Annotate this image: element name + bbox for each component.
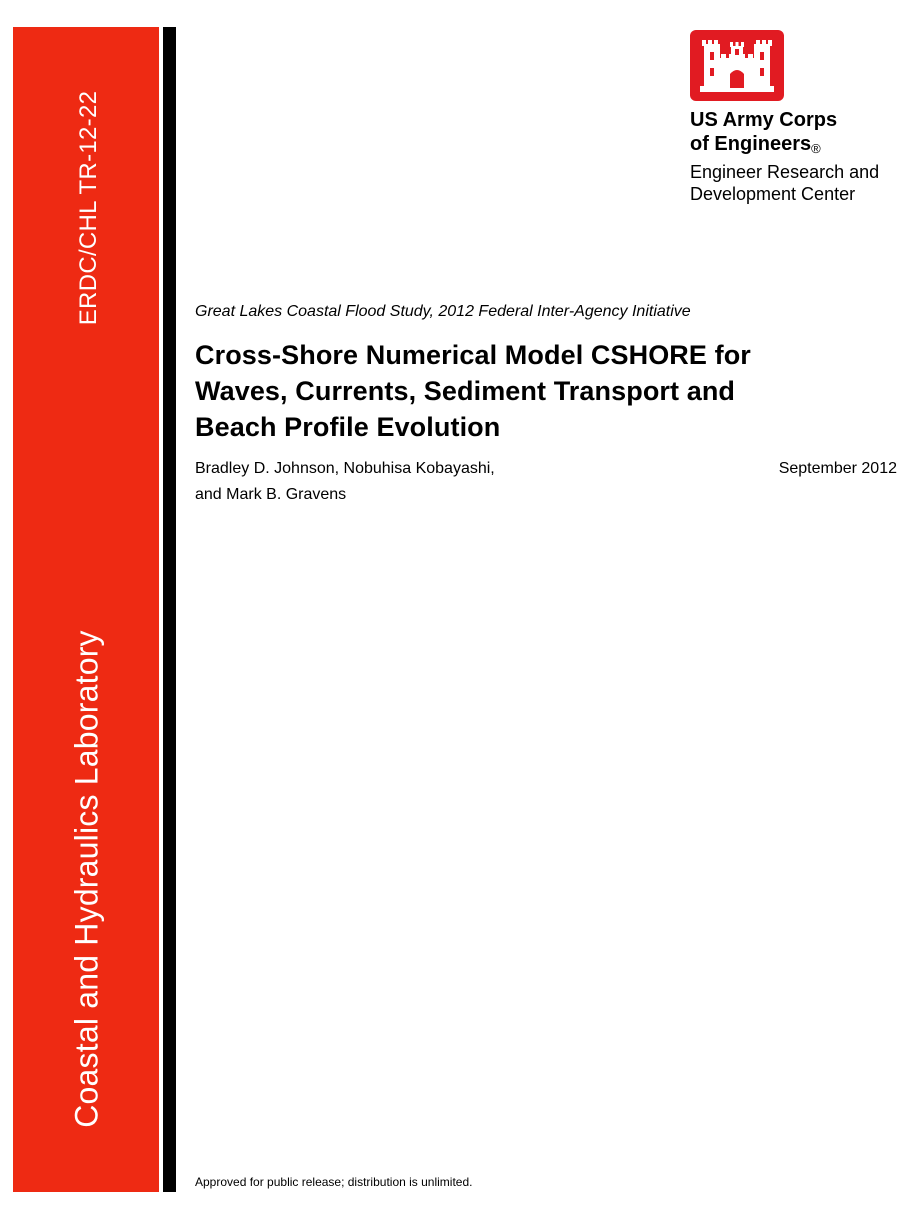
sidebar-black-band xyxy=(163,27,176,1192)
report-title xyxy=(195,337,895,445)
distribution-statement: Approved for public release; distribution is unlimited. xyxy=(195,1175,473,1189)
title-line: Waves, Currents, Sediment Transport and xyxy=(195,376,736,406)
laboratory-name: Coastal and Hydraulics Laboratory xyxy=(68,630,105,1128)
registered-mark: ® xyxy=(811,141,821,156)
castle-icon xyxy=(690,30,784,101)
logo-line-engineers xyxy=(690,132,912,161)
authors-line: Bradley D. Johnson, Nobuhisa Kobayashi, xyxy=(195,460,495,477)
usace-logo xyxy=(690,30,784,101)
logo-line-army-corps: US Army Corps xyxy=(690,109,838,131)
logo-line-erdc-1: Engineer Research and xyxy=(690,162,880,182)
title-line: Beach Profile Evolution xyxy=(195,412,501,442)
report-series: Great Lakes Coastal Flood Study, 2012 Federal Inter-Agency Initiative xyxy=(195,303,691,320)
usace-logo-text xyxy=(690,108,912,205)
logo-line-erdc-2: Development Center xyxy=(690,184,856,204)
report-date: September 2012 xyxy=(778,460,897,477)
authors-line: and Mark B. Gravens xyxy=(195,486,347,503)
report-number: ERDC/CHL TR-12-22 xyxy=(75,90,102,326)
report-authors xyxy=(195,456,495,508)
title-line: Cross-Shore Numerical Model CSHORE for xyxy=(195,340,751,370)
logo-engineers-text: of Engineers xyxy=(690,133,812,155)
